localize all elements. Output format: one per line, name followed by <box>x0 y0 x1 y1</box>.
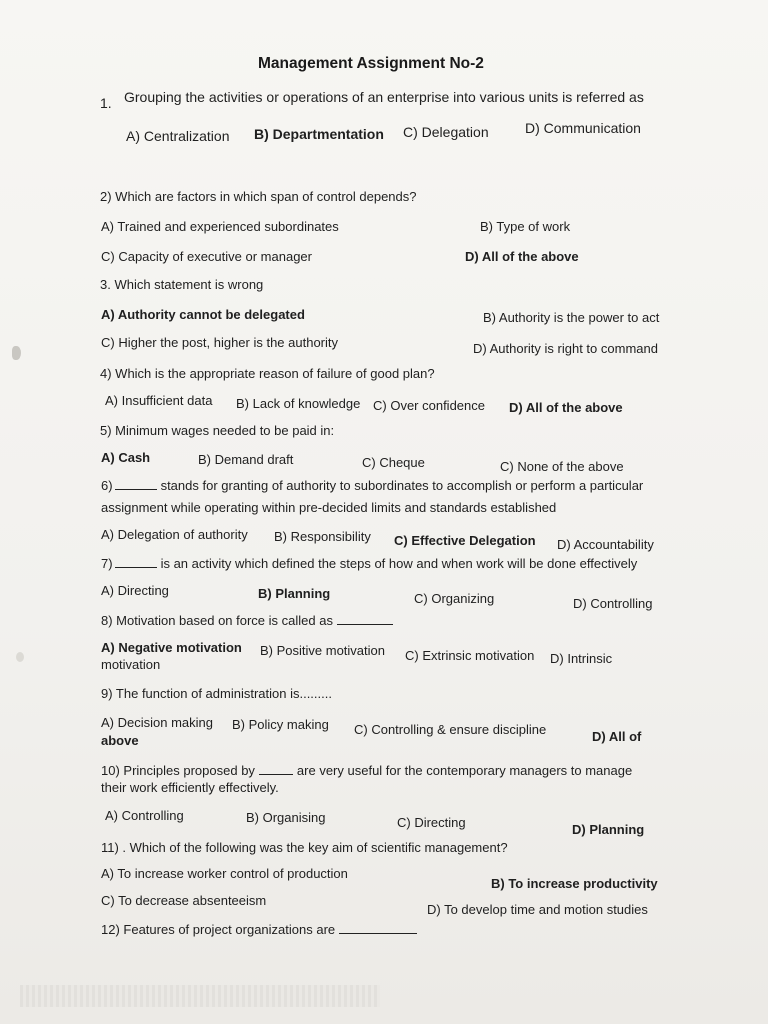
q4-option-c: C) Over confidence <box>373 398 485 413</box>
question-10-post: are very useful for the contemporary managers to manage <box>296 763 633 778</box>
q4-option-b: B) Lack of knowledge <box>236 396 361 411</box>
q8-option-d: D) Intrinsic <box>550 651 613 666</box>
q4-option-a: A) Insufficient data <box>105 393 213 408</box>
q9-option-a: A) Decision making <box>101 715 213 730</box>
question-12-text: 12) Features of project organizations are <box>101 922 336 937</box>
question-12-line <box>101 922 417 938</box>
q1-option-b: B) Departmentation <box>254 126 384 142</box>
question-11-text: 11) . Which of the following was the key aim of scientific management? <box>101 840 508 855</box>
question-10-line-1 <box>101 763 632 779</box>
q1-option-d: D) Communication <box>525 120 641 136</box>
q8-option-d-continued: motivation <box>101 657 161 672</box>
q6-option-b: B) Responsibility <box>274 529 371 544</box>
question-6-line-1 <box>101 478 643 494</box>
q11-option-a: A) To increase worker control of production <box>101 866 348 881</box>
q7-option-a: A) Directing <box>101 583 169 598</box>
answer-blank <box>115 478 157 490</box>
q3-option-b: B) Authority is the power to act <box>483 310 660 325</box>
q11-option-c: C) To decrease absenteeism <box>101 893 267 908</box>
q4-option-d: D) All of the above <box>509 400 623 415</box>
question-7-line <box>101 556 637 572</box>
question-7-text: is an activity which defined the steps of how and when work will be done effectively <box>160 556 638 571</box>
q6-option-d: D) Accountability <box>557 537 654 552</box>
q2-option-a: A) Trained and experienced subordinates <box>101 219 339 234</box>
q10-option-b: B) Organising <box>246 810 326 825</box>
q10-option-a: A) Controlling <box>105 808 184 823</box>
q8-option-a: A) Negative motivation <box>101 640 242 655</box>
q5-option-d: C) None of the above <box>500 459 624 474</box>
q8-option-c: C) Extrinsic motivation <box>405 648 535 663</box>
q11-option-d: D) To develop time and motion studies <box>427 902 648 917</box>
q1-option-c: C) Delegation <box>403 124 489 140</box>
q6-option-a: A) Delegation of authority <box>101 527 248 542</box>
q3-option-a: A) Authority cannot be delegated <box>101 307 305 322</box>
answer-blank <box>339 922 417 934</box>
q3-option-c: C) Higher the post, higher is the authority <box>101 335 339 350</box>
q5-option-c: C) Cheque <box>362 455 425 470</box>
question-10-pre: 10) Principles proposed by <box>101 763 255 778</box>
scan-smudge <box>20 985 380 1007</box>
question-6-text: stands for granting of authority to subordinates to accomplish or perform a particular <box>160 478 644 493</box>
q6-option-c: C) Effective Delegation <box>394 533 536 548</box>
q5-option-b: B) Demand draft <box>198 452 294 467</box>
scan-mark <box>16 652 24 662</box>
question-1-text: Grouping the activities or operations of an enterprise into various units is referred as <box>124 89 644 105</box>
answer-blank <box>259 763 293 775</box>
answer-blank <box>337 613 393 625</box>
question-5-text: 5) Minimum wages needed to be paid in: <box>100 423 335 438</box>
q2-option-b: B) Type of work <box>480 219 571 234</box>
question-8-text: 8) Motivation based on force is called as <box>101 613 333 628</box>
q9-option-d-continued: above <box>101 733 139 748</box>
q8-option-b: B) Positive motivation <box>260 643 385 658</box>
q9-option-d: D) All of <box>592 729 642 744</box>
q3-option-d: D) Authority is right to command <box>473 341 658 356</box>
q9-option-c: C) Controlling & ensure discipline <box>354 722 547 737</box>
q9-option-b: B) Policy making <box>232 717 329 732</box>
q7-option-c: C) Organizing <box>414 591 495 606</box>
question-1-number: 1. <box>100 95 112 111</box>
q10-option-c: C) Directing <box>397 815 466 830</box>
question-9-text: 9) The function of administration is......... <box>101 686 332 701</box>
question-8-line <box>101 613 393 629</box>
question-7-number: 7) <box>101 556 113 571</box>
q7-option-b: B) Planning <box>258 586 331 601</box>
question-2-text: 2) Which are factors in which span of control depends? <box>100 189 417 204</box>
answer-blank <box>115 556 157 568</box>
question-4-text: 4) Which is the appropriate reason of failure of good plan? <box>100 366 435 381</box>
question-6-number: 6) <box>101 478 113 493</box>
q2-option-c: C) Capacity of executive or manager <box>101 249 312 264</box>
q1-option-a: A) Centralization <box>126 128 230 144</box>
q2-option-d: D) All of the above <box>465 249 579 264</box>
q10-option-d: D) Planning <box>572 822 645 837</box>
q5-option-a: A) Cash <box>101 450 151 465</box>
q7-option-d: D) Controlling <box>573 596 653 611</box>
question-3-text: 3. Which statement is wrong <box>100 277 264 292</box>
page-title: Management Assignment No-2 <box>258 55 484 72</box>
question-6-line-2: assignment while operating within pre-decided limits and standards established <box>101 500 557 515</box>
scan-mark <box>12 346 21 360</box>
question-10-line-2: their work efficiently effectively. <box>101 780 279 795</box>
q11-option-b: B) To increase productivity <box>491 876 658 891</box>
